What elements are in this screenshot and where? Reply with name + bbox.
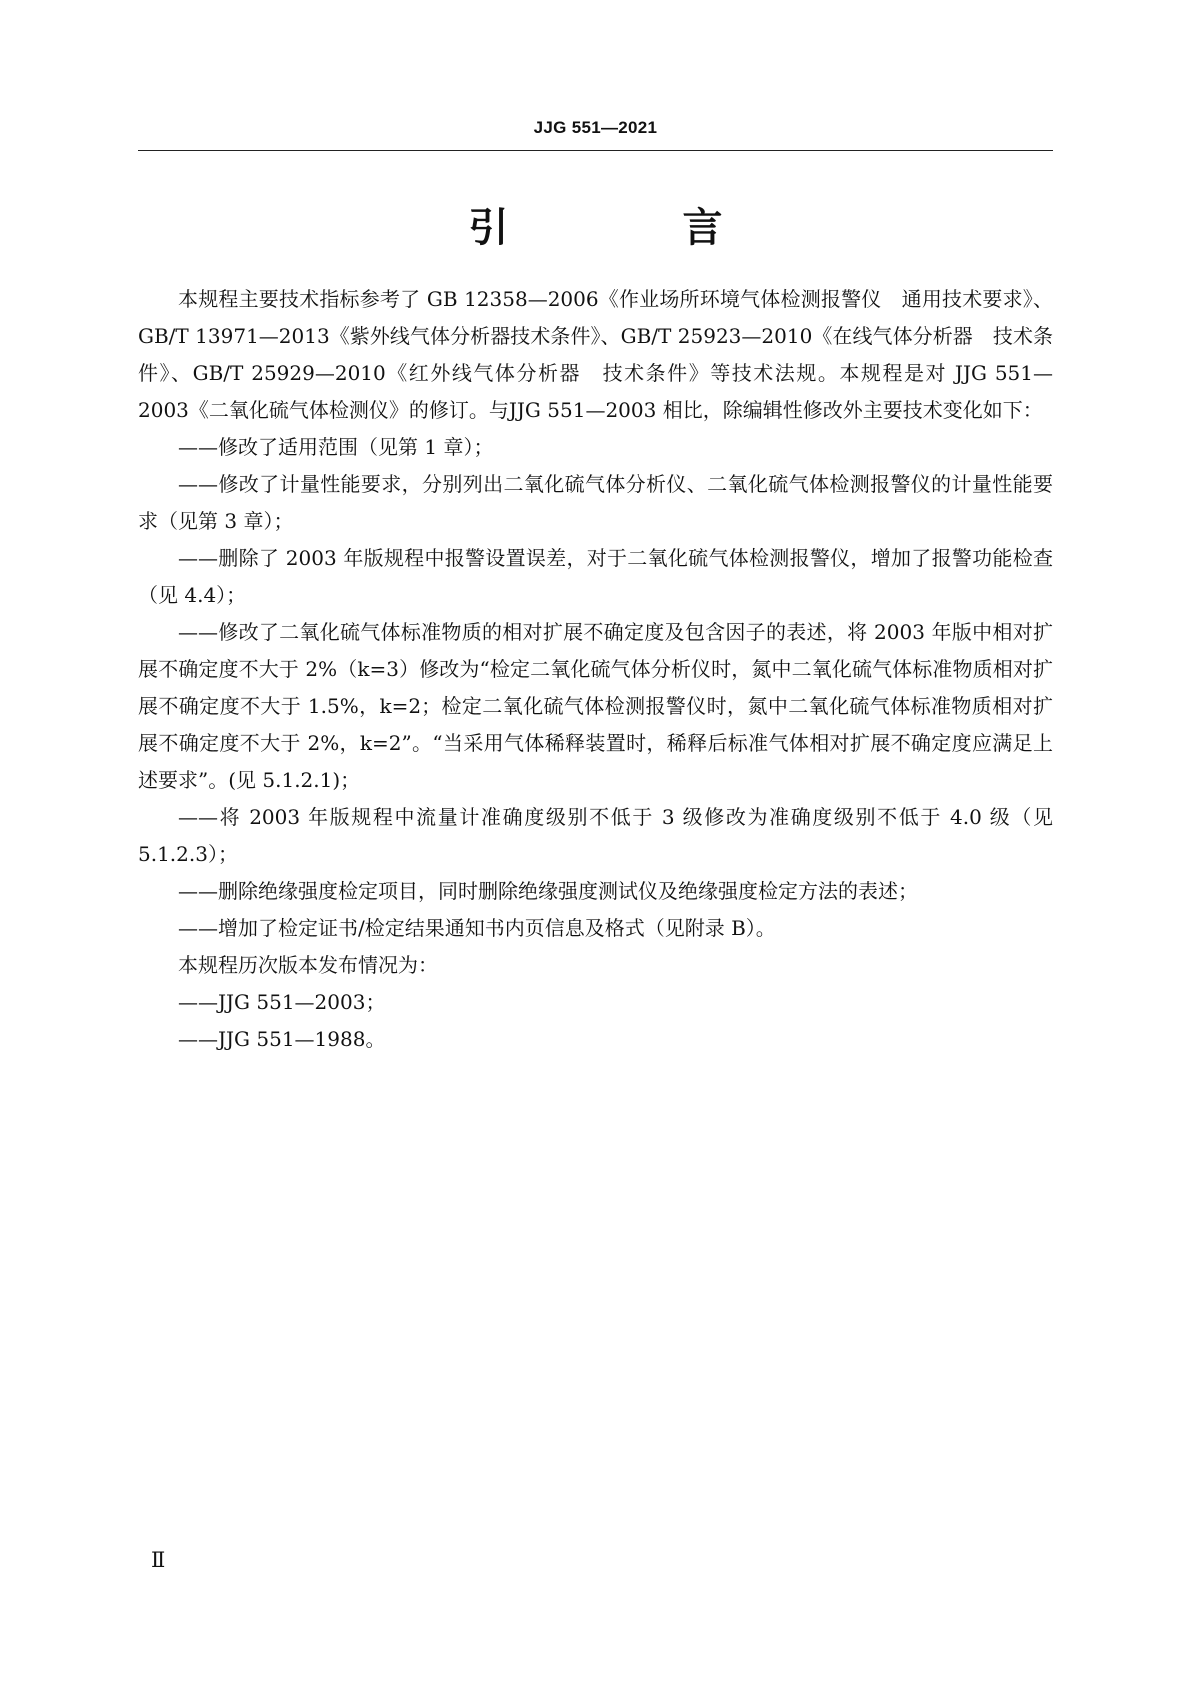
page-number: Ⅱ [151,1548,166,1572]
list-item: ——将 2003 年版规程中流量计准确度级别不低于 3 级修改为准确度级别不低于 4.0 级（见 5.1.2.3）； [138,805,1053,866]
list-item: ——删除绝缘强度检定项目，同时删除绝缘强度测试仪及绝缘强度检定方法的表述； [178,879,918,903]
paragraph-history: 本规程历次版本发布情况为： [178,953,438,977]
paragraph-intro: 本规程主要技术指标参考了 GB 12358—2006《作业场所环境气体检测报警仪 通用技术要求》、GB/T 13971—2013《紫外线气体分析器技术条件》、GB/T 25923—2010《在线气体分析器 技术条件》、GB/T 25929—2010《红外线气体分析器 技术条件》等技术法规。本规程是对 JJG 551—2003《二氧化硫气体检测仪》的修订。与JJG 551—2003 相比，除编辑性修改外主要技术变化如下： [138,287,1053,422]
page-title: 引 言 [468,205,803,251]
list-item: ——删除了 2003 年版规程中报警设置误差，对于二氧化硫气体检测报警仪，增加了报警功能检查（见 4.4）； [138,546,1053,607]
list-item: ——JJG 551—2003； [178,990,386,1014]
running-header: JJG 551—2021 [533,118,658,137]
header-rule [138,150,1053,151]
list-item: ——JJG 551—1988。 [178,1027,386,1051]
list-item: ——修改了适用范围（见第 1 章）； [178,435,494,459]
list-item: ——修改了二氧化硫气体标准物质的相对扩展不确定度及包含因子的表述，将 2003 年版中相对扩展不确定度不大于 2%（k=3）修改为“检定二氧化硫气体分析仪时，氮中二氧化硫气体标准物质相对扩展不确定度不大于 1.5%，k=2；检定二氧化硫气体检测报警仪时，氮中二氧化硫气体标准物质相对扩展不确定度不大于 2%，k=2”。“当采用气体稀释装置时，稀释后标准气体相对扩展不确定度应满足上述要求”。(见 5.1.2.1)； [138,620,1053,792]
list-item: ——修改了计量性能要求，分别列出二氧化硫气体分析仪、二氧化硫气体检测报警仪的计量性能要求（见第 3 章）； [138,472,1053,533]
list-item: ——增加了检定证书/检定结果通知书内页信息及格式（见附录 B）。 [178,916,776,940]
body-text [138,281,1053,1058]
